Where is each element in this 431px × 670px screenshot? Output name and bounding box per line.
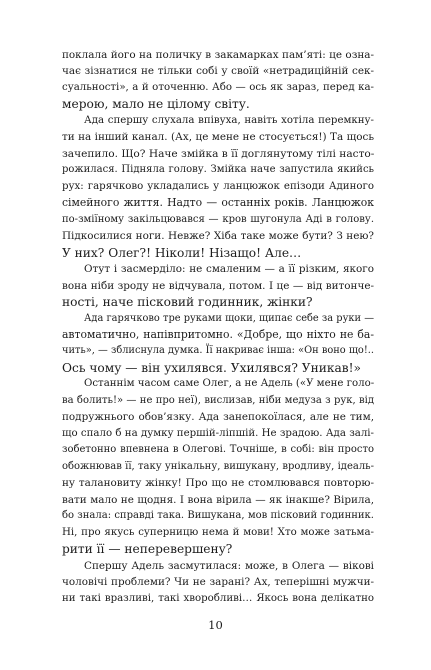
text-line: У них? Олег?! Ніколи! Нізащо! Але… <box>62 245 302 260</box>
text-line: що спало б на думку першій-ліпшій. Не зрадою. Ада залі- <box>62 427 374 439</box>
text-line: ності, наче пісковий годинник, жінки? <box>62 295 313 310</box>
text-line: ва болить!» — не про неї), вислизав, ніби медуза з рук, від <box>62 394 374 406</box>
text-line: Отут і засмерділо: не смаленим — а її різким, якого <box>84 263 374 276</box>
text-line: Останнім часом саме Олег, а не Адель («У мене голо- <box>84 378 374 390</box>
text-line: вона ніби зроду не відчувала, потом. І це — від витонче- <box>62 279 374 292</box>
text-line: поклала його на поличку в закамарках пам’яті: це озна- <box>62 49 374 61</box>
text-line: мерою, мало не цілому світу. <box>62 97 250 112</box>
text-line: по-зміїному закільцювався — кров шугонула Аді в голову. <box>62 213 374 225</box>
text-line: ну талановиту жінку! Про що не стомлювався повторю- <box>62 477 374 490</box>
text-line: чить», — зблиснула думка. Її накриває інша: «Он воно що!.. <box>62 345 374 357</box>
text-line: чоловічі проблеми? Чи не зарані? Ах, теперішні мужчи- <box>62 576 374 589</box>
text-line: автоматично, напівпритомно. «Добре, що ніхто не ба- <box>62 328 374 341</box>
text-line: ти на інший канал. (Ах, це мене не стосується!) Та щось <box>62 131 374 144</box>
page-number: 10 <box>208 618 223 632</box>
text-line: Ада гарячково тре руками щоки, щипає себе за руки — <box>84 312 374 324</box>
text-line: Ада спершу слухала впівуха, навіть хотіла перемкну- <box>84 114 374 126</box>
text-line: суальності», а й оточенню. Або — ось як зараз, перед ка- <box>62 81 374 93</box>
text-line: подружнього обов’язку. Ада занепокоїлася, але не тим, <box>62 411 374 424</box>
text-line: бо знала: справді така. Вишукана, мов пісковий годинник. <box>62 510 374 522</box>
text-line: зобетонно впевнена в Олегові. Точніше, в собі: він просто <box>62 444 374 456</box>
text-line: ни такі вразливі, такі хворобливі… Якось вона делікатно <box>62 592 374 604</box>
text-line: сімейного життя. Надто — останніх років. Ланцюжок <box>62 196 374 210</box>
text-line: рити її — неперевершену? <box>62 542 233 557</box>
text-line: зачепило. Що? Наче змійка в її доглянутому тілі насто- <box>62 147 374 160</box>
text-line: рух: гарячково укладались у ланцюжок епізоди Адиного <box>62 180 374 192</box>
text-line: Підкосилися ноги. Невже? Хіба таке може бути? З нею? <box>62 230 374 243</box>
text-line: Ні, про якусь суперницю нема й мови! Хто може затьма- <box>62 526 374 538</box>
text-line: чає зізнатися не тільки собі у своїй «нетрадиційній сек- <box>62 65 374 78</box>
text-line: обожнював її, таку унікальну, вишукану, вродливу, ідеаль- <box>62 460 374 472</box>
text-line: Спершу Адель засмутилася: може, в Олега — вікові <box>84 559 374 572</box>
text-line: рожилася. Підняла голову. Змійка наче запустила якийсь <box>62 164 374 176</box>
text-line: вати мало не щодня. І вона вірила — як інакше? Вірила, <box>62 493 374 506</box>
text-line: Ось чому — він ухилявся. Ухилявся? Уникав!» <box>62 360 361 375</box>
